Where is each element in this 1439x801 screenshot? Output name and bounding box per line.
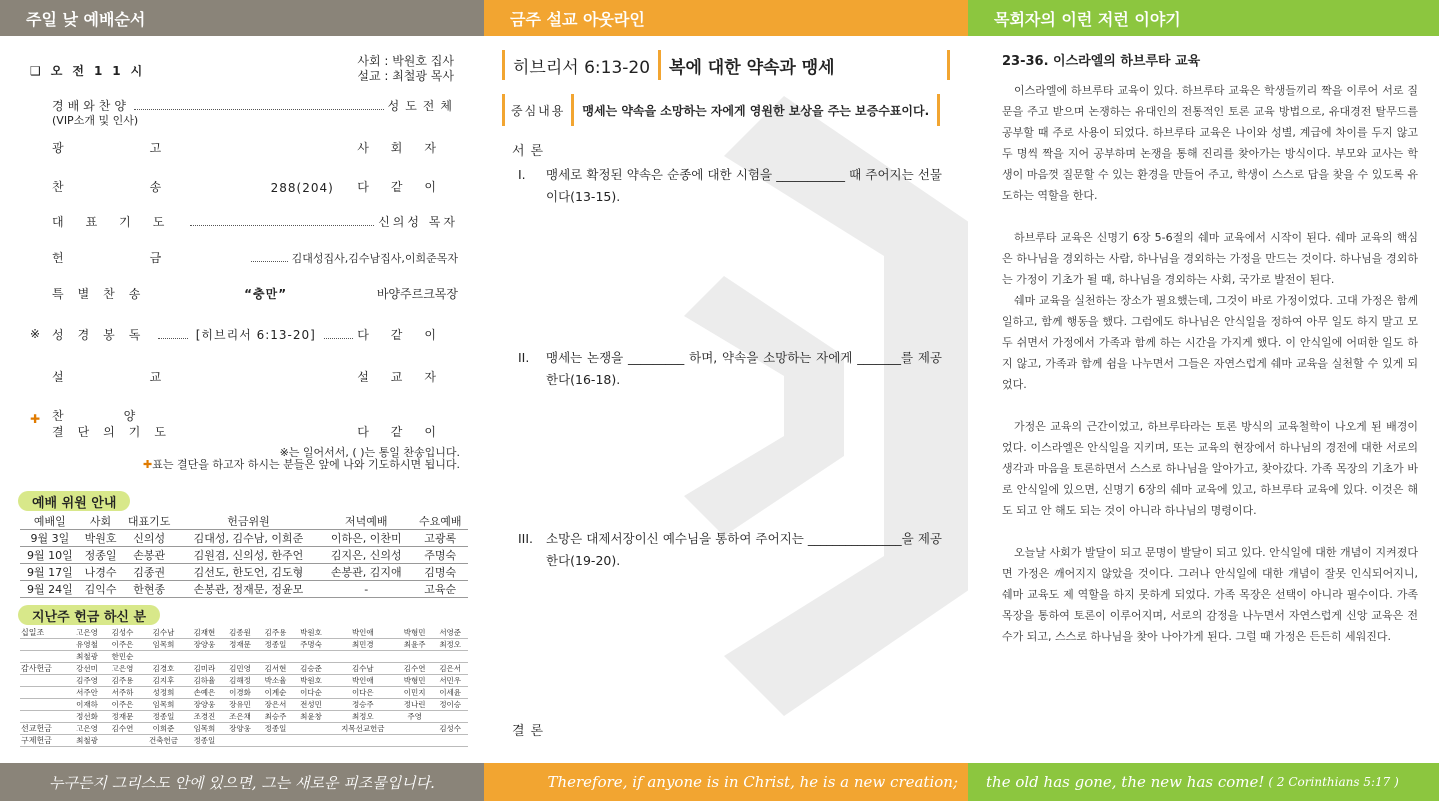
central-message: [502, 94, 940, 126]
header-sermon-outline: 금주 설교 아웃라인: [484, 0, 968, 36]
worship-order-panel: [0, 36, 484, 763]
essay-title: 23-36. 이스라엘의 하브루타 교육: [1002, 54, 1201, 69]
cross-mark-icon: ✚: [30, 412, 41, 426]
table-row: 9월 3일 박원호 신의성 김대성, 김수남, 이희준 이하은, 이찬미 고광록: [20, 530, 468, 547]
sermon-outline-panel: [484, 36, 968, 763]
essay-paragraph: 이스라엘에 하브루타 교육이 있다. 하브루타 교육은 학생들끼리 짝을 이루어 서로 질문을 주고 받으며 논쟁하는 유대인의 전통적인 토론 교육 방법으로, 유대경전 탈무드를 공부할 때 주로 사용이 되었다. 하브루타 교육은 나이와 성별, 계급에 차이를 두지 않고 두 명씩 짝을 지어 공부하며 논쟁을 통해 진리를 찾아가는 방식이다. 부모와 교사는 학생이 마음껏 질문할 수 있는 환경을 만들어 주고, 학생이 스스로 답을 찾을 수 있도록 유도하는 역할을 한다.: [1002, 84, 1418, 202]
duty-header-row: 예배일 사회 대표기도 헌금위원 저녁예배 수요예배: [20, 513, 468, 530]
order-item-special-hymn: 특별찬송 “충만” 바양주르크목장: [52, 287, 458, 301]
table-row: 십일조 고은영 김성수 김수남 김재현 김종원 김주용 박원호 박인애 박형민 서영준: [20, 627, 468, 639]
table-row: 서주안 서주하 성정희 손예은 이경화 이계순 이다순 이다은 이민지 이세윤: [20, 687, 468, 699]
sermon-point-1: I. 맹세로 확정된 약속은 순종에 대한 시험을 ___________ 때 주어지는 선물이다(13-15).: [518, 167, 942, 204]
note-standing: ※는 일어서서, ( )는 통일 찬송입니다.: [279, 446, 460, 459]
order-item-closing: 찬양 결단의기도 다같이: [52, 409, 458, 439]
central-message-text: 맹세는 약속을 소망하는 자에게 영원한 보상을 주는 보증수표이다.: [582, 103, 930, 118]
conclusion-heading: 결론: [512, 724, 550, 739]
sermon-title: 복에 대한 약속과 맹세: [669, 57, 835, 78]
order-item-scripture: 성경봉독 [히브리서 6:13-20] 다같이: [52, 328, 458, 342]
order-item-sermon: 설교 설교자: [52, 370, 458, 384]
offering-title: 지난주 헌금 하신 분: [18, 605, 160, 625]
service-time: ❑ 오전11시: [30, 64, 153, 78]
table-row: 정선화 정재문 정종일 조경진 조은채 최승주 최윤창 최정오 주영: [20, 711, 468, 723]
table-row: 감사헌금 강선미 고은영 김경호 김미라 김민영 김서현 김승준 김수남 김수연 김은서: [20, 663, 468, 675]
footer-verse-reference: ( 2 Corinthians 5:17 ): [1268, 775, 1399, 789]
header-pastor-story: 목회자의 이런 저런 이야기: [968, 0, 1439, 36]
order-item-prayer: 대표기도 신의성 목자: [52, 215, 458, 229]
essay-paragraph: 오늘날 사회가 발달이 되고 문명이 발달이 되고 있다. 안식일에 대한 개념이 지켜졌다면 가정은 깨어지지 않았을 것이다. 그러나 안식일에 대한 개념이 잘못 인식되어지니, 쉐마 교육도 제 역할을 하지 못하게 되었다. 가족 목장은 선택이 아니라 필수이다. 가족 목장을 통하여 토론이 이루어지며, 서로의 감정을 나누면서 자연스럽게 신앙 교육은 전수가 되고, 스스로 하나님을 찾아 나아가게 된다. 그럴 때 가정은 든든히 세워진다.: [1002, 546, 1418, 643]
preacher: 설교 : 최철광 목사: [357, 69, 454, 83]
sermon-point-2: II. 맹세는 논쟁을 _________ 하며, 약속을 소망하는 자에게 _______를 제공한다(16-18).: [518, 350, 942, 387]
table-row: 9월 17일 나경수 김종권 김선도, 한도언, 김도형 손봉관, 김지애 김명숙: [20, 564, 468, 581]
table-row: 선교헌금 고은영 김수연 이희준 임목희 장양웅 정종일 지목선교헌금 김성수: [20, 723, 468, 735]
presider: 사회 : 박원호 집사: [357, 54, 454, 68]
order-item-offering: 헌금 김대성집사,김수남집사,이희준목자: [52, 251, 458, 265]
footer-verse-english-2: the old has gone, the new has come! ( 2 Corinthians 5:17 ): [968, 763, 1439, 801]
footer-verse-korean: 누구든지 그리스도 안에 있으면, 그는 새로운 피조물입니다.: [0, 763, 484, 801]
central-message-label: 중심내용: [511, 103, 566, 118]
table-row: 유영철 이주은 임목희 장양웅 정재문 정종일 주명숙 최민경 최윤주 최정오: [20, 639, 468, 651]
essay-paragraph: 쉐마 교육을 실천하는 장소가 필요했는데, 그것이 바로 가정이었다. 고대 가정은 함께 일하고, 함께 행동을 했다. 그럼에도 하나님은 안식일을 정하여 아무 일도 하지 말고 모두 쉬면서 가정에서 가족과 함께 하는 시간을 가지게 했다. 이 안식일에 어떠한 일도 하지 않고, 가족과 함께 쉼을 나누면서 그들은 자연스럽게 쉐마 교육을 실천할 수 있게 되었다.: [1002, 294, 1418, 391]
note-decision: ✚표는 결단을 하고자 하시는 분들은 앞에 나와 기도하시면 됩니다.: [143, 458, 460, 471]
footer-verse-english-1: Therefore, if anyone is in Christ, he is a new creation;: [484, 763, 968, 801]
order-item-hymn: 찬송 288(204) 다같이: [52, 180, 459, 195]
offering-table: [20, 627, 468, 747]
essay-body: [1002, 80, 1418, 647]
essay-paragraph: 가정은 교육의 근간이었고, 하브루타라는 토론 방식의 교육철학이 나오게 된 배경이었다. 이스라엘은 안식일을 지키며, 또는 교육의 현장에서 하나님의 경전에 대한 서로의 생각과 마음을 토론하면서 스스로 하나님을 알아가고, 찾아갔다. 가족 목장의 기초가 바로 안식일에 있으면, 신명기 6장의 쉐마 교육에 있고, 하브루타 교육에 있다. 이것은 해도 되고 안 해도 되는 것이 아니라 하나님의 명령이다.: [1002, 420, 1418, 517]
pastor-essay-panel: [968, 36, 1439, 763]
stand-mark-icon: ※: [30, 327, 41, 341]
table-row: 최철광 한민순: [20, 651, 468, 663]
sermon-heading: [502, 50, 950, 80]
duty-table: [20, 513, 468, 598]
scripture-reference: 히브리서 6:13-20: [513, 57, 651, 78]
cross-icon: ✚: [143, 458, 153, 471]
order-item-praise: 경배와찬양 성도전체 (VIP소개 및 인사): [52, 99, 458, 127]
header-worship-order: 주일 낮 예배순서: [0, 0, 484, 36]
order-item-announcements: 광고 사회자: [52, 141, 458, 155]
table-row: 이재하 이주은 임목희 장양웅 장유민 장은서 전성민 정승주 정나린 정이승: [20, 699, 468, 711]
duty-title: 예배 위원 안내: [18, 491, 130, 511]
square-bullet-icon: ❑: [30, 64, 41, 78]
essay-paragraph: 하브루타 교육은 신명기 6장 5-6절의 쉐마 교육에서 시작이 된다. 쉐마 교육의 핵심은 하나님을 경외하는 사람, 하나님을 경외하는 가정을 만드는 것이다. 하나님을 경외하는 가정이 기초가 될 때, 하나님을 경외하는 사회, 국가로 발전이 된다.: [1002, 231, 1418, 286]
table-row: 9월 10일 정종일 손봉관 김원겸, 신의성, 한주언 김지은, 신의성 주명숙: [20, 547, 468, 564]
intro-heading: 서론: [512, 144, 550, 159]
sermon-point-3: III. 소망은 대제서장이신 예수님을 통하여 주어지는 _______________을 제공한다(19-20).: [518, 531, 942, 568]
table-row: 9월 24일 김익수 한현종 손봉관, 정재문, 정윤모 - 고육순: [20, 581, 468, 598]
presider-info: [357, 54, 454, 84]
table-row: 김주영 김주용 김지후 김하율 김해정 박소율 박원호 박인애 박형민 서민우: [20, 675, 468, 687]
table-row: 구제헌금 최철광 건축헌금 정종일: [20, 735, 468, 747]
